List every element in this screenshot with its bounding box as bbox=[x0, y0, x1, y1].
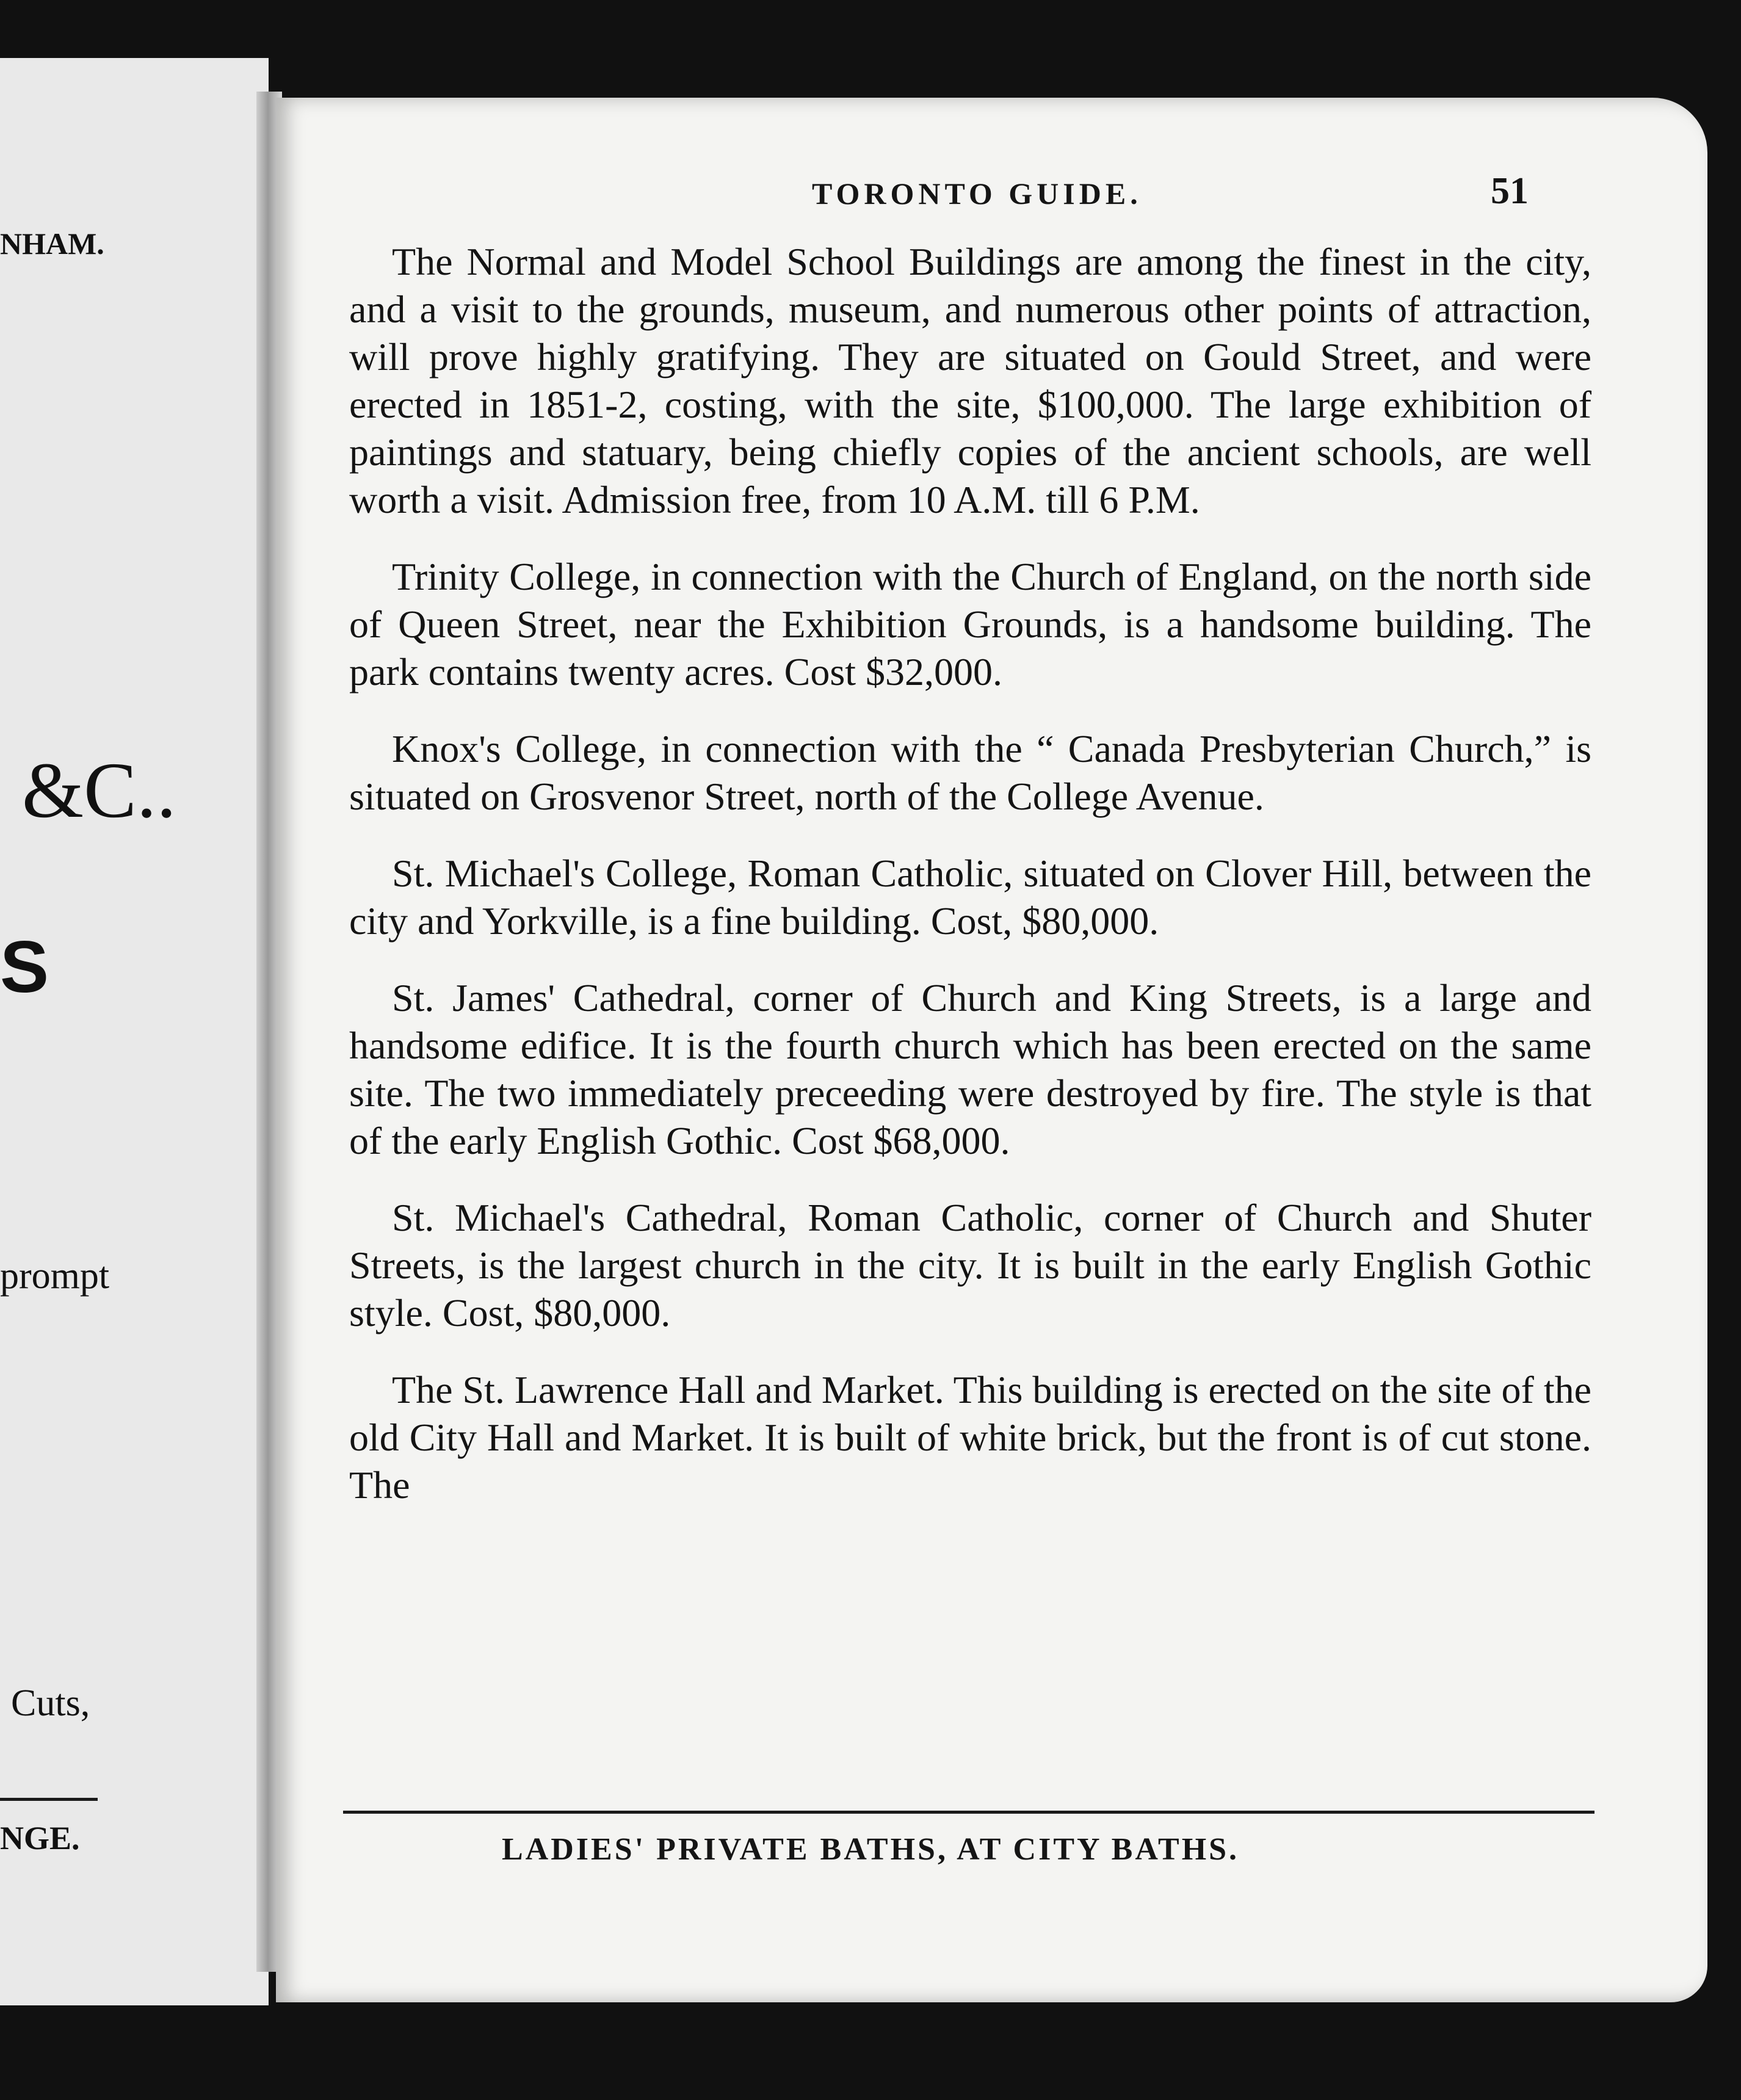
facing-page-text-6: NGE. bbox=[0, 1820, 80, 1856]
running-head: TORONTO GUIDE. bbox=[812, 176, 1142, 211]
paragraph-trinity-college: Trinity College, in connection with the Church of England, on the north side of Queen Street, near the Exhibition Grounds, is a handsome building. The park contains twenty acres. Cost $32,000. bbox=[349, 555, 1591, 693]
footer-advertisement: LADIES' PRIVATE BATHS, AT CITY BATHS. bbox=[502, 1832, 1240, 1867]
paragraph-st-michaels-college: St. Michael's College, Roman Catholic, situated on Clover Hill, between the city and Yorkville, is a fine building. Cost, $80,000. bbox=[349, 852, 1591, 943]
paragraph-st-lawrence-hall: The St. Lawrence Hall and Market. This building is erected on the site of the old City Hall and Market. It is built of white brick, but the front is of cut stone. The bbox=[349, 1368, 1591, 1507]
page-number: 51 bbox=[1491, 170, 1529, 212]
facing-page-text-1: NHAM. bbox=[0, 226, 104, 261]
footer-rule bbox=[343, 1811, 1594, 1814]
facing-page-text-3: S bbox=[0, 926, 49, 1008]
paragraph-normal-school: The Normal and Model School Buildings are among the finest in the city, and a visit to the grounds, museum, and numerous other points of attraction, will prove highly gratifying. They are situated on Gould Street, and were erected in 1851-2, costing, with the site, $100,000. The large exhibition of paintings and statuary, being chiefly copies of the ancient schools, are well worth a visit. Admission free, from 10 A.M. till 6 P.M. bbox=[349, 240, 1591, 521]
facing-page-fragment bbox=[0, 58, 269, 2005]
paragraph-st-michaels-cathedral: St. Michael's Cathedral, Roman Catholic, corner of Church and Shuter Streets, is the largest church in the city. It is built in the early English Gothic style. Cost, $80,000. bbox=[349, 1196, 1591, 1334]
book-page bbox=[276, 98, 1707, 2002]
page-body bbox=[349, 238, 1591, 1538]
facing-page-text-2: &C.. bbox=[22, 747, 176, 835]
facing-page-text-5: Cuts, bbox=[11, 1682, 90, 1724]
paragraph-knox-college: Knox's College, in connection with the “ Canada Presbyterian Church,” is situated on Grosvenor Street, north of the College Avenue. bbox=[349, 727, 1591, 818]
paragraph-st-james-cathedral: St. James' Cathedral, corner of Church and King Streets, is a large and handsome edifice. It is the fourth church which has been erected on the same site. The two immediately preceeding were destroyed by fire. The style is that of the early English Gothic. Cost $68,000. bbox=[349, 976, 1591, 1162]
facing-page-rule bbox=[0, 1798, 98, 1801]
facing-page-text-4: prompt bbox=[0, 1255, 110, 1297]
